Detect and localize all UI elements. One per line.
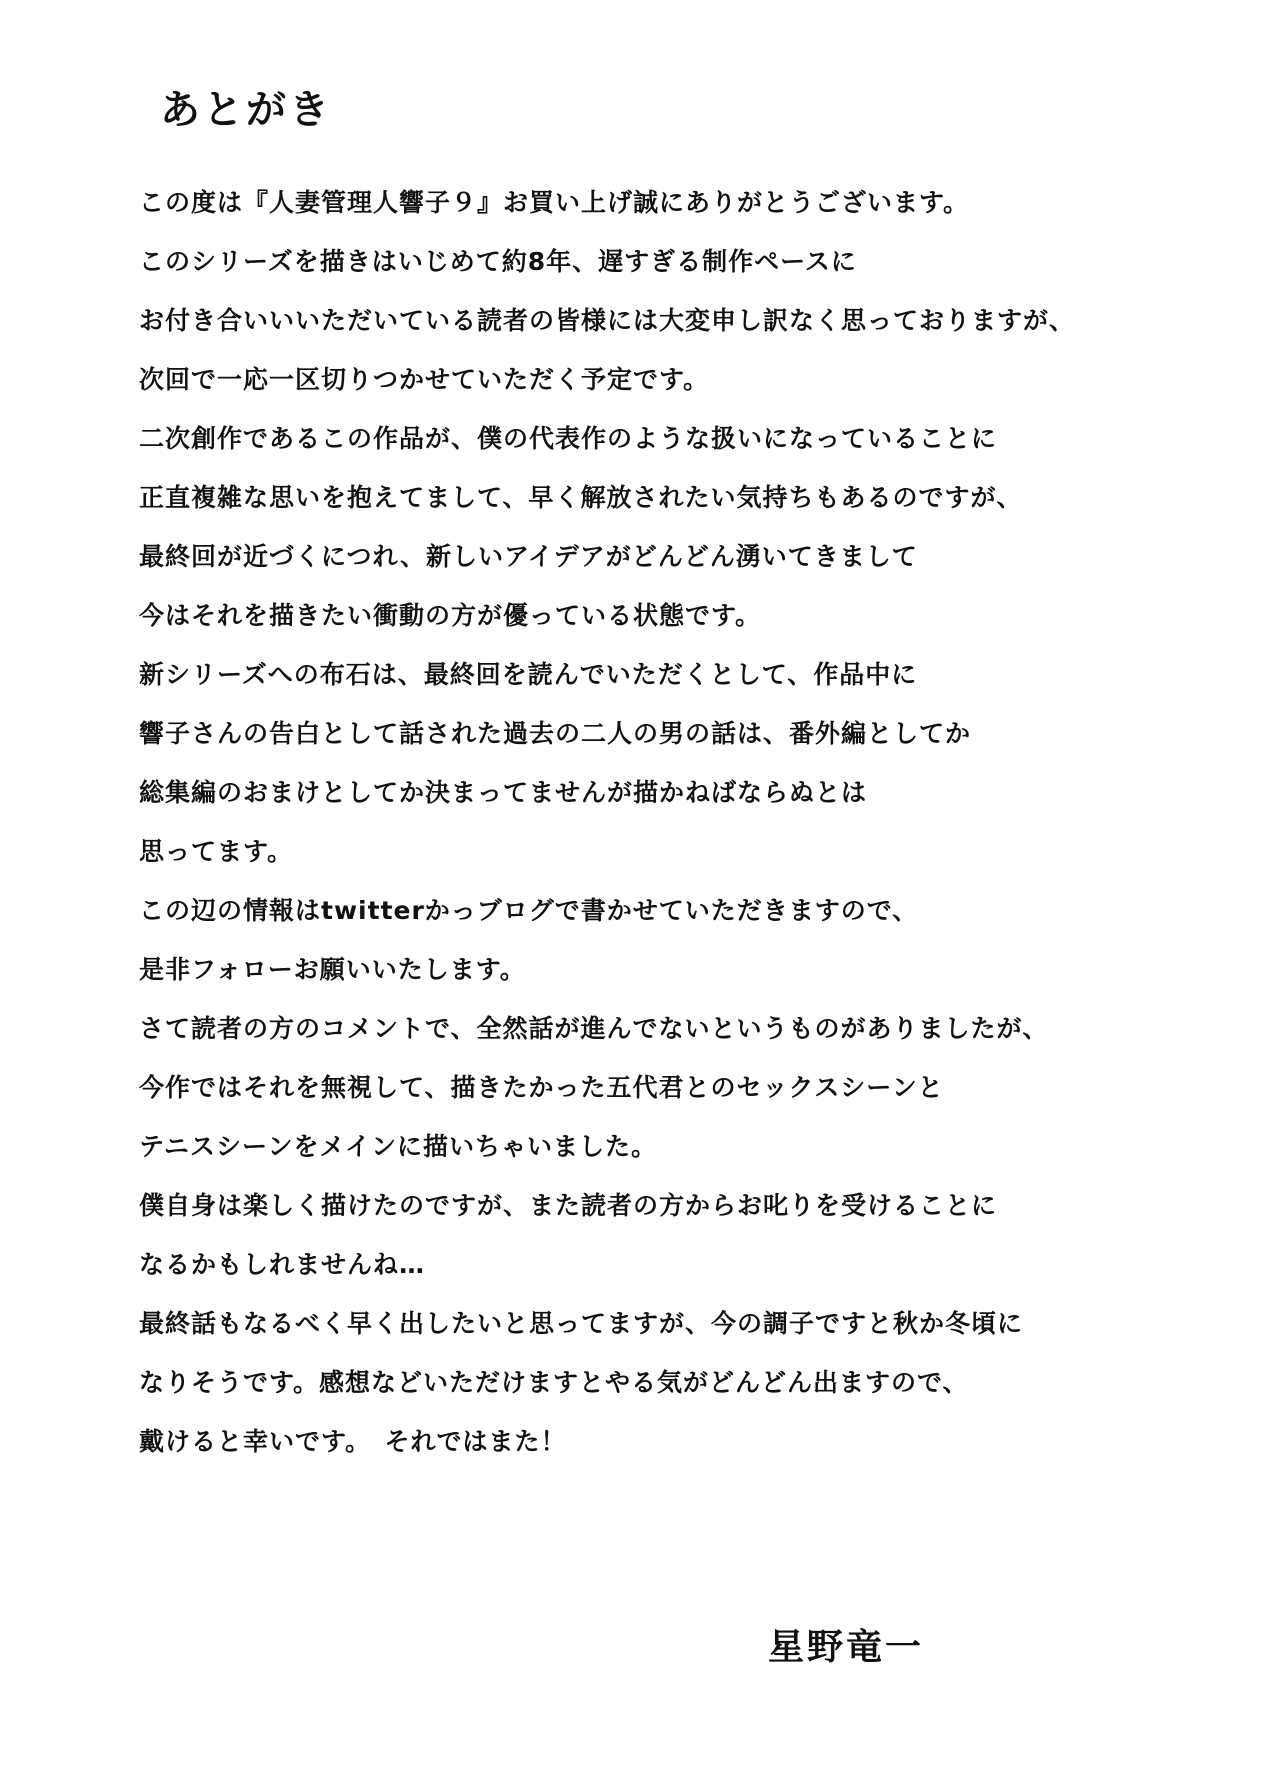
text-line: 正直複雑な思いを抱えてまして、早く解放されたい気持ちもあるのですが、 [139, 483, 1023, 512]
text-line: さて読者の方のコメントで、全然話が進んでないというものがありましたが、 [139, 1014, 1049, 1043]
paragraph-3 [139, 660, 1219, 985]
paragraph-5 [139, 1309, 1219, 1457]
text-line: 響子さんの告白として話された過去の二人の男の話は、番外編としてか [139, 719, 972, 748]
text-line: 最終回が近づくにつれ、新しいアイデアがどんどん湧いてきまして [139, 542, 918, 571]
text-line: 次回で一応一区切りつかせていただく予定です。 [139, 365, 710, 394]
paragraph-2 [139, 424, 1219, 631]
text-line: 新シリーズへの布石は、最終回を読んでいただくとして、作品中に [139, 660, 918, 689]
text-line: 最終話もなるべく早く出したいと思ってますが、今の調子ですと秋か冬頃に [139, 1309, 1024, 1338]
text-line: なるかもしれませんね… [139, 1250, 426, 1279]
paragraph-1 [139, 188, 1219, 395]
text-line: 思ってます。 [139, 837, 294, 866]
text-line: 戴けると幸いです。 それではまた！ [139, 1427, 567, 1456]
text-line: お付き合いいいただいている読者の皆様には大変申し訳なく思っておりますが、 [139, 306, 1076, 335]
text-line: このシリーズを描きはいじめて約8年、遅すぎる制作ペースに [139, 247, 857, 276]
text-line: 二次創作であるこの作品が、僕の代表作のような扱いになっていることに [139, 424, 998, 453]
afterword-body [139, 188, 1219, 1486]
text-line: 総集編のおまけとしてか決まってませんが描かねばならぬとは [139, 778, 868, 807]
text-line: 僕自身は楽しく描けたのですが、また読者の方からお叱りを受けることに [139, 1191, 998, 1220]
author-signature: 星野竜一 [768, 1627, 925, 1668]
text-line: テニスシーンをメインに描いちゃいました。 [139, 1132, 658, 1161]
text-line: なりそうです。感想などいただけますとやる気がどんどん出ますので、 [139, 1368, 969, 1397]
text-line: この辺の情報はtwitterかっブログで書かせていただきますので、 [139, 896, 919, 925]
paragraph-4 [139, 1014, 1219, 1280]
page-title: あとがき [160, 87, 332, 133]
text-line: 今はそれを描きたい衝動の方が優っている状態です。 [139, 601, 762, 630]
text-line: 今作ではそれを無視して、描きたかった五代君とのセックスシーンと [139, 1073, 944, 1102]
text-line: 是非フォローお願いいたします。 [139, 955, 526, 984]
text-line: この度は『人妻管理人響子９』お買い上げ誠にありがとうございます。 [139, 188, 970, 217]
